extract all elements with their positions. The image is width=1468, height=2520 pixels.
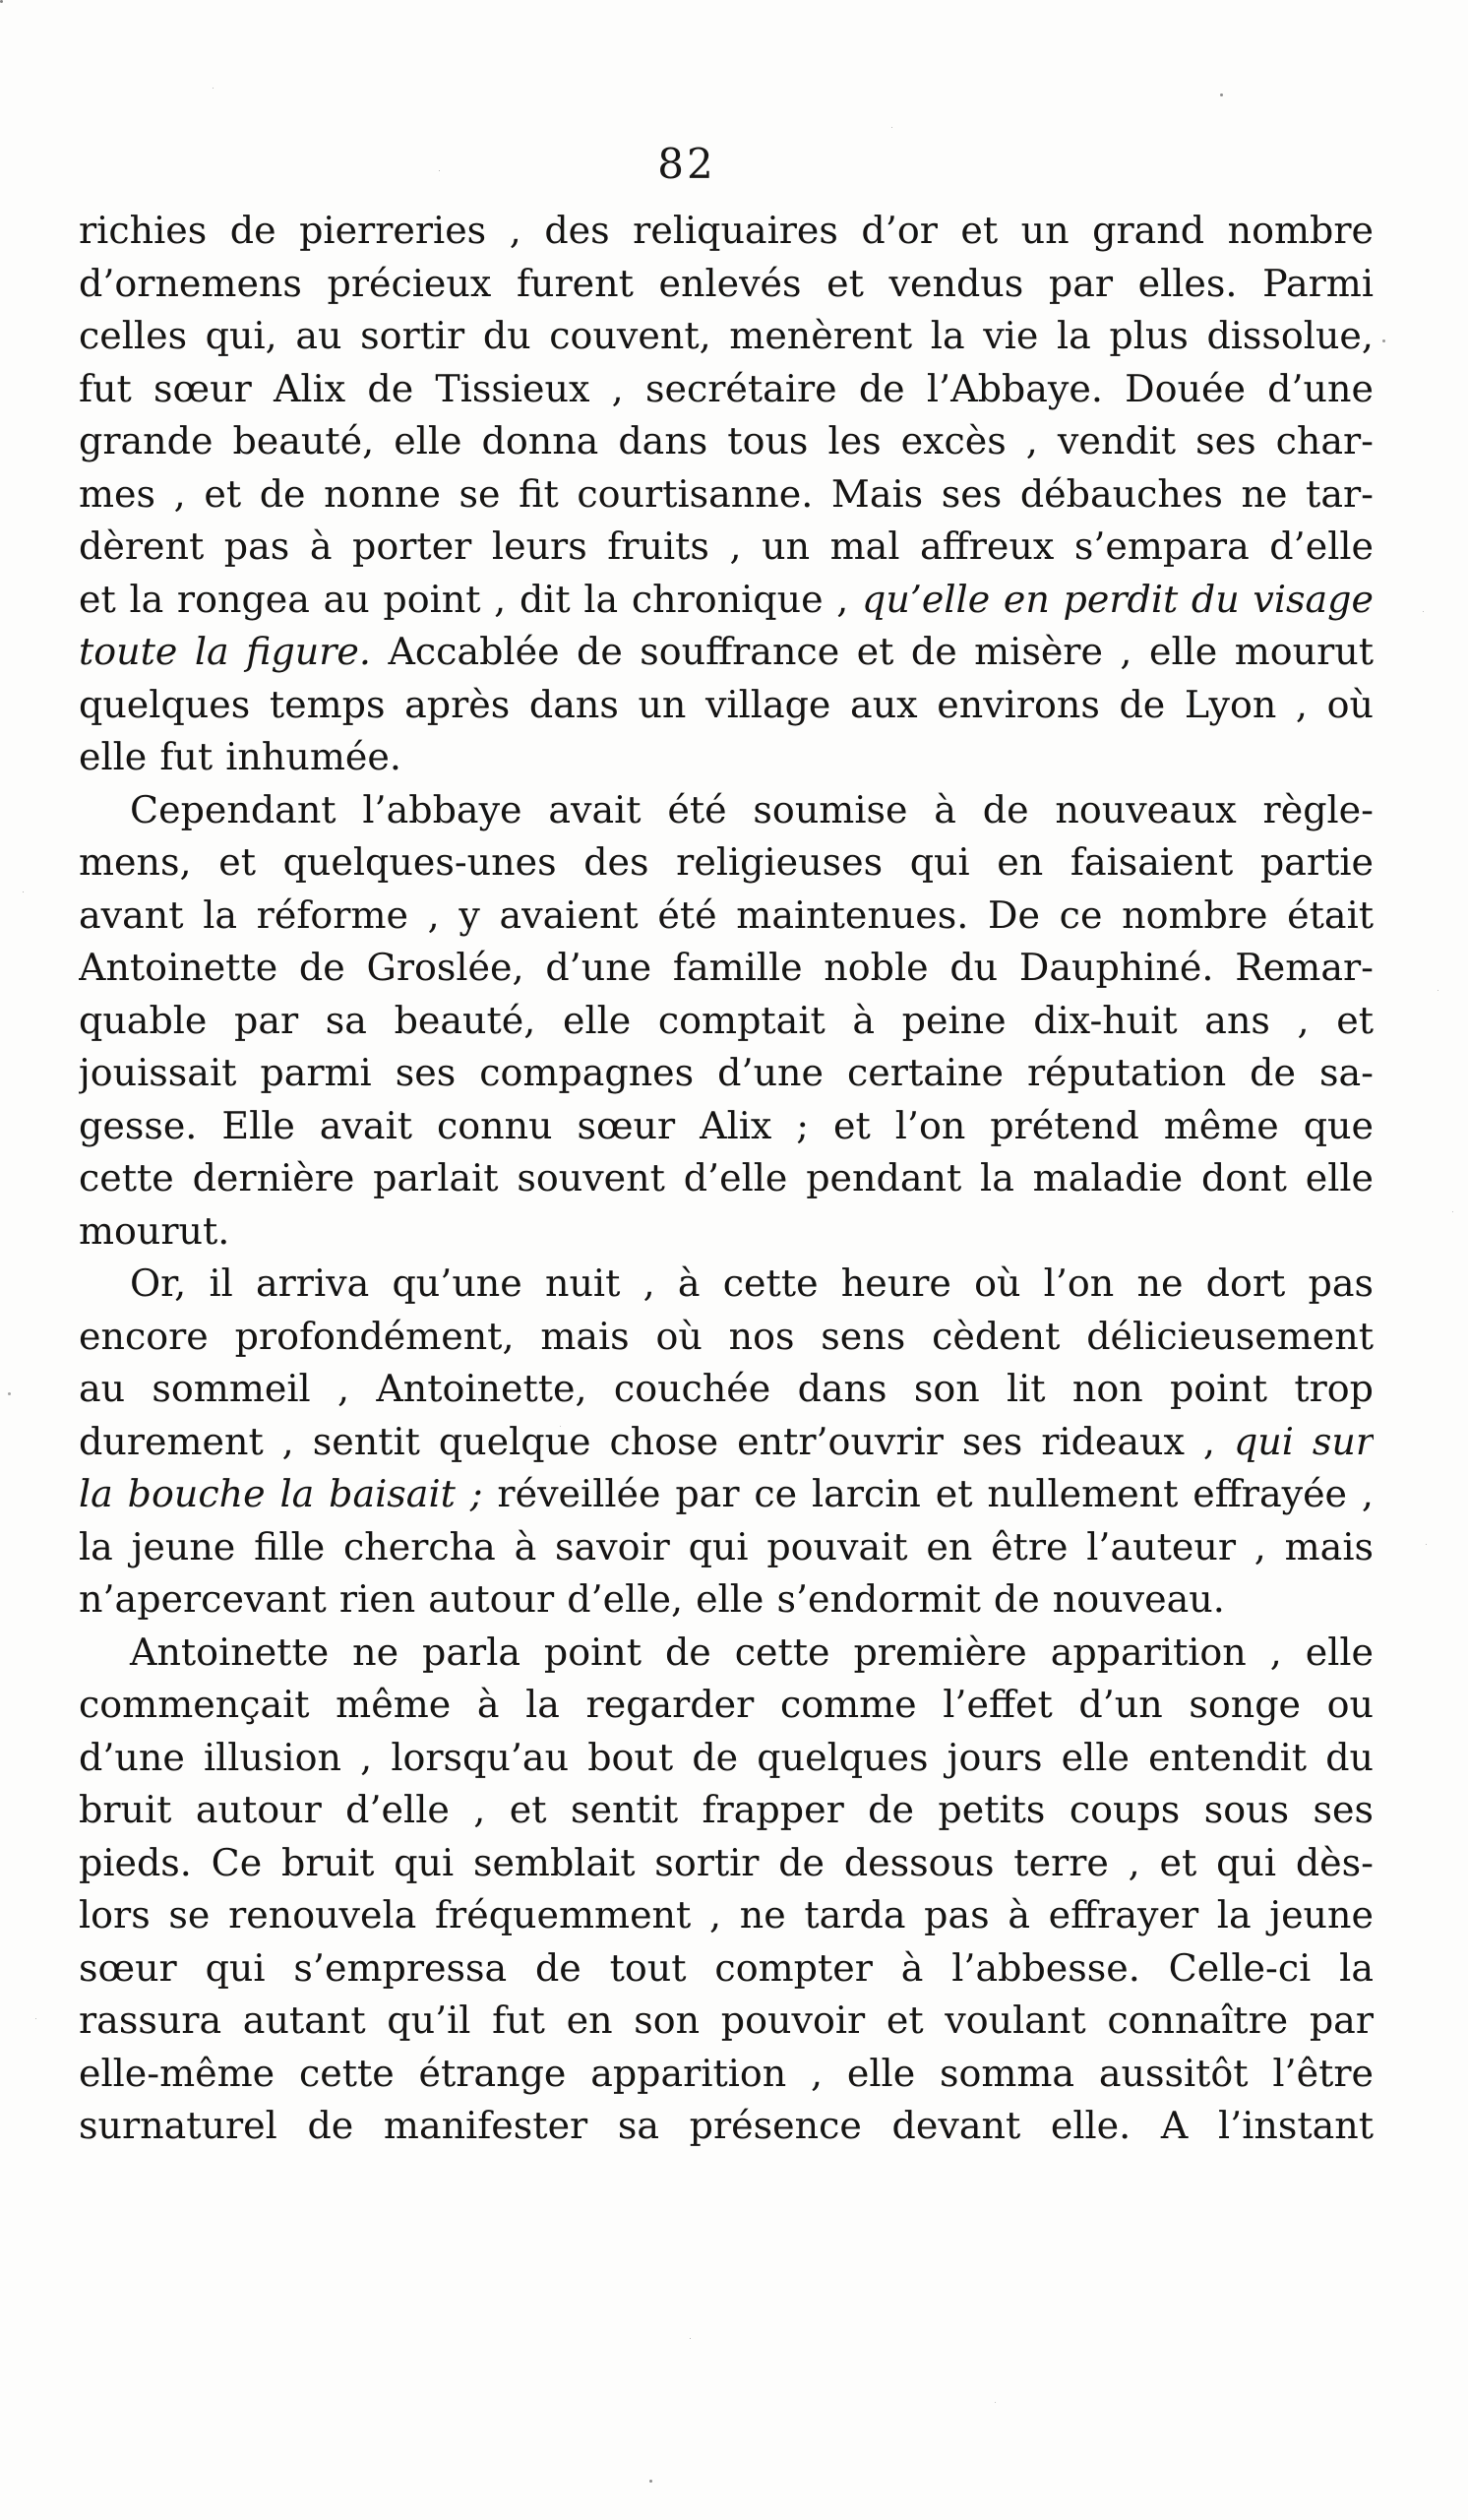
text-line (79, 1100, 1374, 1153)
text-segment: d’une illusion , lorsqu’au bout de quelques jours elle entendit du (79, 1735, 1374, 1779)
text-line (79, 836, 1374, 890)
text-segment: quelques temps après dans un village aux environs de Lyon , où (79, 682, 1374, 726)
text-segment: quable par sa beauté, elle comptait à peine dix-huit ans , et (79, 998, 1374, 1042)
page-number: 82 (657, 140, 716, 188)
text-segment: jouissait parmi ses compagnes d’une certaine réputation de sa- (79, 1051, 1374, 1094)
text-line (79, 1889, 1374, 1942)
text-line (79, 2100, 1374, 2153)
text-line (79, 1363, 1374, 1416)
text-line (79, 731, 1374, 784)
text-line (79, 1679, 1374, 1732)
text-segment: n’apercevant rien autour d’elle, elle s’endormit de nouveau. (79, 1577, 1225, 1621)
text-line (79, 1311, 1374, 1364)
text-line (79, 1416, 1374, 1469)
italic-text-segment: qui sur (1233, 1419, 1374, 1463)
text-segment: durement , sentit quelque chose entr’ouvrir ses rideaux , (79, 1419, 1234, 1463)
text-segment: mens, et quelques-unes des religieuses qui en faisaient partie (79, 840, 1374, 884)
text-line (79, 521, 1374, 574)
text-line (79, 310, 1374, 363)
italic-text-segment: qu’elle en perdit du visage (862, 577, 1374, 621)
text-segment: dèrent pas à porter leurs fruits , un mal affreux s’empara d’elle (79, 524, 1374, 568)
text-line (79, 1521, 1374, 1574)
text-segment: d’ornemens précieux furent enlevés et vendus par elles. Parmi (79, 261, 1374, 305)
text-line (79, 1627, 1374, 1680)
text-segment: pieds. Ce bruit qui semblait sortir de dessous terre , et qui dès- (79, 1840, 1374, 1884)
text-line (79, 784, 1374, 837)
italic-text-segment: toute la figure. (79, 630, 371, 673)
text-segment: Antoinette de Groslée, d’une famille noble du Dauphiné. Remar- (79, 946, 1374, 989)
text-line (79, 1942, 1374, 1996)
text-segment: fut sœur Alix de Tissieux , secrétaire de l’Abbaye. Douée d’une (79, 366, 1374, 410)
text-line (79, 1205, 1374, 1259)
text-line (79, 1732, 1374, 1785)
text-line (79, 942, 1374, 995)
text-segment: celles qui, au sortir du couvent, menèrent la vie la plus dissolue, (79, 314, 1374, 357)
text-segment: sœur qui s’empressa de tout compter à l’abbesse. Celle-ci la (79, 1945, 1374, 1990)
text-line (79, 1152, 1374, 1205)
text-segment: Accablée de souffrance et de misère , elle mourut (370, 630, 1374, 673)
text-line (79, 2048, 1374, 2101)
text-segment: réveillée par ce larcin et nullement effrayée , (482, 1472, 1374, 1515)
text-segment: grande beauté, elle donna dans tous les excès , vendit ses char- (79, 419, 1374, 462)
text-segment: encore profondément, mais où nos sens cèdent délicieusement (79, 1314, 1374, 1358)
text-segment: mes , et de nonne se fit courtisanne. Mais ses débauches ne tar- (79, 471, 1374, 516)
text-segment: richies de pierreries , des reliquaires d’or et un grand nombre (79, 209, 1374, 252)
text-segment: la jeune fille chercha à savoir qui pouvait en être l’auteur , mais (79, 1524, 1374, 1568)
text-segment: Antoinette ne parla point de cette première apparition , elle (130, 1629, 1374, 1674)
text-segment: et la rongea au point , dit la chronique , (79, 577, 863, 621)
text-line (79, 995, 1374, 1048)
text-line (79, 890, 1374, 943)
text-segment: gesse. Elle avait connu sœur Alix ; et l’on prétend même que (79, 1103, 1374, 1147)
text-segment: commençait même à la regarder comme l’effet d’un songe ou (79, 1683, 1374, 1726)
text-line (79, 415, 1374, 468)
text-segment: au sommeil , Antoinette, couchée dans son lit non point trop (79, 1367, 1374, 1410)
text-segment: rassura autant qu’il fut en son pouvoir et voulant connaître par (79, 1998, 1374, 2042)
text-line (79, 679, 1374, 732)
text-segment: Cependant l’abbaye avait été soumise à de nouveaux règle- (130, 787, 1374, 831)
text-line (79, 1837, 1374, 1890)
text-segment: cette dernière parlait souvent d’elle pendant la maladie dont elle (79, 1156, 1374, 1199)
text-line (79, 574, 1374, 627)
text-line (79, 1258, 1374, 1311)
text-line (79, 1995, 1374, 2048)
text-line (79, 1468, 1374, 1521)
text-line (79, 258, 1374, 311)
scan-noise (0, 0, 3, 3)
text-line (79, 1784, 1374, 1837)
text-segment: surnaturel de manifester sa présence devant elle. A l’instant (79, 2104, 1374, 2147)
text-segment: bruit autour d’elle , et sentit frapper de petits coups sous ses (79, 1788, 1374, 1831)
italic-text-segment: la bouche la baisait ; (79, 1472, 483, 1515)
text-segment: lors se renouvela fréquemment , ne tarda pas à effrayer la jeune (79, 1893, 1374, 1936)
text-segment: avant la réforme , y avaient été maintenues. De ce nombre était (79, 892, 1374, 937)
text-segment: mourut. (79, 1208, 230, 1253)
text-line (79, 626, 1374, 679)
text-line (79, 205, 1374, 258)
text-line (79, 468, 1374, 522)
text-line (79, 363, 1374, 416)
page-text (79, 205, 1374, 2153)
text-segment: Or, il arriva qu’une nuit , à cette heure où l’on ne dort pas (130, 1261, 1374, 1305)
text-segment: elle fut inhumée. (79, 735, 401, 778)
text-line (79, 1047, 1374, 1100)
text-line (79, 1573, 1374, 1627)
text-segment: elle-même cette étrange apparition , elle somma aussitôt l’être (79, 2051, 1374, 2095)
